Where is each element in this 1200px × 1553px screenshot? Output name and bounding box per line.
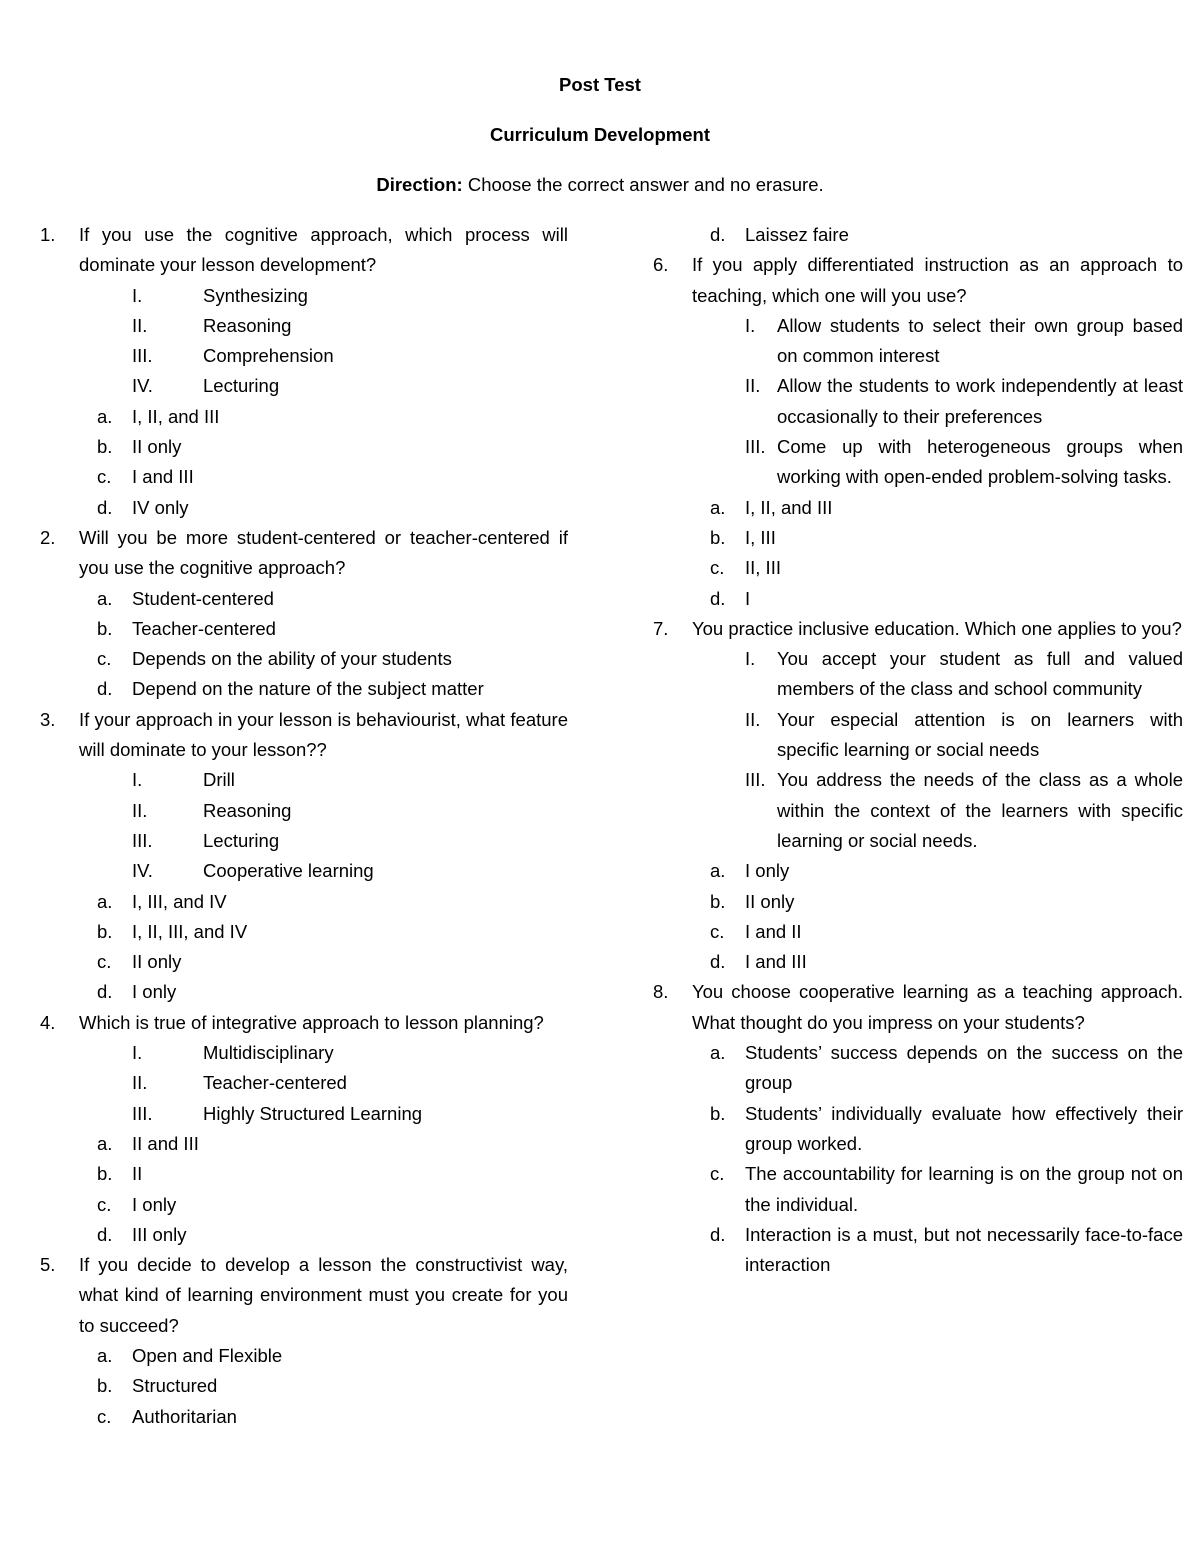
roman-item (40, 796, 568, 826)
roman-text: Comprehension (203, 345, 334, 367)
option-letter: d. (710, 1223, 726, 1245)
answer-option (40, 1190, 568, 1220)
answer-option (653, 1220, 1183, 1281)
roman-text: Your especial attention is on learners with specific learning or social needs (777, 708, 1183, 761)
option-text: II (132, 1163, 143, 1185)
option-letter: a. (710, 496, 726, 518)
option-text: Laissez faire (745, 224, 849, 245)
roman-text: Allow students to select their own group based on common interest (777, 314, 1183, 367)
left-column (40, 220, 568, 1432)
roman-text: Lecturing (203, 375, 280, 397)
roman-text: Allow the students to work independently at least occasionally to their preferences (777, 375, 1183, 427)
roman-text: Reasoning (203, 799, 292, 821)
option-text: I only (132, 981, 177, 1003)
option-text: I, III (745, 526, 776, 548)
question-7 (653, 614, 1183, 644)
question-number: 3. (40, 708, 56, 730)
roman-numeral: III. (132, 829, 153, 851)
option-letter: b. (710, 890, 726, 912)
roman-numeral: III. (745, 436, 766, 458)
answer-option (653, 856, 1183, 886)
answer-option (653, 553, 1183, 583)
answer-option (653, 947, 1183, 977)
roman-numeral: I. (745, 648, 756, 670)
roman-item (40, 281, 568, 311)
roman-numeral: II. (745, 708, 761, 730)
option-letter: a. (97, 1132, 113, 1154)
roman-numeral: I. (745, 314, 756, 336)
roman-numeral: IV. (132, 375, 153, 397)
direction-text: Choose the correct answer and no erasure. (462, 174, 824, 195)
option-letter: a. (97, 1344, 113, 1366)
option-text: I, II, and III (745, 496, 833, 518)
option-text: II, III (745, 557, 781, 579)
option-text: II and III (132, 1132, 199, 1154)
option-text: II only (745, 890, 795, 912)
option-letter: a. (710, 860, 726, 882)
question-text: If you use the cognitive approach, which process will dominate your lesson development? (79, 224, 568, 276)
roman-item (653, 765, 1183, 856)
option-letter: d. (710, 951, 726, 973)
question-text: You choose cooperative learning as a teaching approach. What thought do you impress on your students? (692, 981, 1183, 1033)
option-text: I only (132, 1193, 177, 1215)
option-text: II only (132, 436, 182, 458)
roman-item (40, 311, 568, 341)
roman-numeral: II. (745, 375, 761, 397)
option-letter: c. (97, 1405, 112, 1427)
answer-option (40, 1341, 568, 1371)
question-6 (653, 250, 1183, 311)
answer-option (40, 1159, 568, 1189)
answer-option (40, 644, 568, 674)
option-text: Authoritarian (132, 1405, 237, 1427)
roman-numeral: III. (132, 345, 153, 367)
answer-option (40, 402, 568, 432)
answer-option (40, 947, 568, 977)
answer-option (653, 523, 1183, 553)
option-letter: d. (97, 678, 113, 700)
question-text: If your approach in your lesson is behaviourist, what feature will dominate to your lesson?? (79, 708, 568, 761)
question-8 (653, 977, 1183, 1038)
question-2 (40, 523, 568, 584)
option-letter: b. (710, 526, 726, 548)
question-number: 4. (40, 1011, 56, 1033)
answer-option (653, 1159, 1183, 1220)
option-letter: b. (97, 1375, 113, 1397)
question-number: 8. (653, 981, 669, 1003)
option-letter: b. (97, 920, 113, 942)
roman-text: Drill (203, 769, 235, 791)
roman-text: You address the needs of the class as a whole within the context of the learners with specific learning or social needs. (777, 769, 1183, 851)
answer-option (40, 614, 568, 644)
roman-text: Cooperative learning (203, 860, 374, 882)
option-text: I and II (745, 920, 802, 942)
option-letter: d. (97, 981, 113, 1003)
roman-numeral: IV. (132, 860, 153, 882)
option-text: III only (132, 1223, 187, 1245)
option-letter: a. (97, 405, 113, 427)
roman-text: Reasoning (203, 314, 292, 336)
option-text: Students’ individually evaluate how effectively their group worked. (745, 1102, 1183, 1154)
answer-option (653, 584, 1183, 614)
roman-text: Come up with heterogeneous groups when working with open-ended problem-solving tasks. (777, 436, 1183, 488)
roman-item (653, 311, 1183, 372)
option-text: Depend on the nature of the subject matter (132, 678, 484, 700)
roman-text: Highly Structured Learning (203, 1102, 423, 1124)
roman-item (653, 371, 1183, 432)
question-number: 6. (653, 254, 669, 276)
roman-item (40, 856, 568, 886)
direction-line (0, 173, 1200, 197)
answer-option (40, 1402, 568, 1432)
question-text: If you apply differentiated instruction as an approach to teaching, which one will you use? (692, 254, 1183, 306)
option-text: Structured (132, 1375, 218, 1397)
option-text: Depends on the ability of your students (132, 648, 452, 670)
answer-option (653, 1099, 1183, 1160)
roman-text: Lecturing (203, 829, 280, 851)
roman-item (40, 1099, 568, 1129)
roman-item (40, 765, 568, 795)
roman-numeral: II. (132, 799, 148, 821)
roman-numeral: I. (132, 1042, 143, 1064)
question-3 (40, 705, 568, 766)
roman-text: Teacher-centered (203, 1072, 347, 1094)
question-number: 1. (40, 224, 56, 245)
option-letter: a. (97, 890, 113, 912)
option-letter: d. (710, 224, 726, 245)
roman-text: You accept your student as full and valued members of the class and school community (777, 648, 1183, 700)
option-letter: d. (97, 1223, 113, 1245)
question-number: 5. (40, 1254, 56, 1276)
answer-option (40, 917, 568, 947)
roman-numeral: III. (745, 769, 766, 791)
question-text: If you decide to develop a lesson the constructivist way, what kind of learning environment must you create for you to succeed? (79, 1254, 568, 1336)
option-letter: b. (710, 1102, 726, 1124)
question-5 (40, 1250, 568, 1341)
answer-option (40, 1129, 568, 1159)
option-letter: c. (97, 1193, 112, 1215)
document-title: Post Test (559, 74, 641, 95)
option-text: I and III (132, 466, 194, 488)
option-text: Interaction is a must, but not necessarily face-to-face interaction (745, 1223, 1183, 1276)
option-text: Open and Flexible (132, 1344, 283, 1366)
roman-numeral: II. (132, 314, 148, 336)
roman-item (653, 644, 1183, 705)
question-1 (40, 220, 568, 281)
roman-text: Multidisciplinary (203, 1042, 334, 1064)
answer-option (653, 1038, 1183, 1099)
option-letter: c. (97, 951, 112, 973)
right-column (653, 220, 1183, 1280)
roman-numeral: I. (132, 284, 143, 306)
option-text: I, III, and IV (132, 890, 227, 912)
roman-numeral: III. (132, 1102, 153, 1124)
answer-option (40, 432, 568, 462)
option-text: IV only (132, 496, 189, 518)
answer-option (653, 917, 1183, 947)
option-text: I, II, and III (132, 405, 220, 427)
answer-option (653, 493, 1183, 523)
question-text: Will you be more student-centered or teacher-centered if you use the cognitive approach? (79, 526, 568, 579)
answer-option (40, 977, 568, 1007)
roman-item (40, 1038, 568, 1068)
option-text: I only (745, 860, 790, 882)
answer-option (40, 887, 568, 917)
answer-option (40, 1220, 568, 1250)
answer-option (653, 220, 1183, 250)
option-text: I, II, III, and IV (132, 920, 248, 942)
roman-numeral: II. (132, 1072, 148, 1094)
roman-text: Synthesizing (203, 284, 308, 306)
option-letter: a. (97, 587, 113, 609)
question-4 (40, 1008, 568, 1038)
question-number: 2. (40, 526, 56, 548)
option-text: II only (132, 951, 182, 973)
option-letter: b. (97, 617, 113, 639)
roman-item (653, 432, 1183, 493)
question-number: 7. (653, 617, 669, 639)
answer-option (40, 493, 568, 523)
option-letter: b. (97, 1163, 113, 1185)
roman-item (653, 705, 1183, 766)
option-letter: c. (710, 557, 725, 579)
option-text: Teacher-centered (132, 617, 276, 639)
question-text: Which is true of integrative approach to lesson planning? (79, 1011, 544, 1033)
roman-item (40, 371, 568, 401)
option-letter: c. (97, 648, 112, 670)
answer-option (40, 462, 568, 492)
document-subtitle: Curriculum Development (490, 124, 710, 145)
option-text: Students’ success depends on the success on the group (745, 1042, 1183, 1094)
answer-option (40, 1371, 568, 1401)
option-text: Student-centered (132, 587, 274, 609)
option-letter: a. (710, 1042, 726, 1064)
roman-item (40, 1068, 568, 1098)
answer-option (40, 584, 568, 614)
option-letter: b. (97, 436, 113, 458)
option-text: I (745, 587, 751, 609)
question-text: You practice inclusive education. Which one applies to you? (692, 617, 1182, 639)
option-letter: c. (710, 1163, 725, 1185)
answer-option (653, 887, 1183, 917)
answer-option (40, 674, 568, 704)
option-letter: d. (97, 496, 113, 518)
option-letter: c. (97, 466, 112, 488)
direction-label: Direction: (376, 174, 463, 195)
option-text: I and III (745, 951, 807, 973)
roman-numeral: I. (132, 769, 143, 791)
option-letter: c. (710, 920, 725, 942)
option-letter: d. (710, 587, 726, 609)
roman-item (40, 341, 568, 371)
roman-item (40, 826, 568, 856)
option-text: The accountability for learning is on the group not on the individual. (745, 1163, 1183, 1215)
